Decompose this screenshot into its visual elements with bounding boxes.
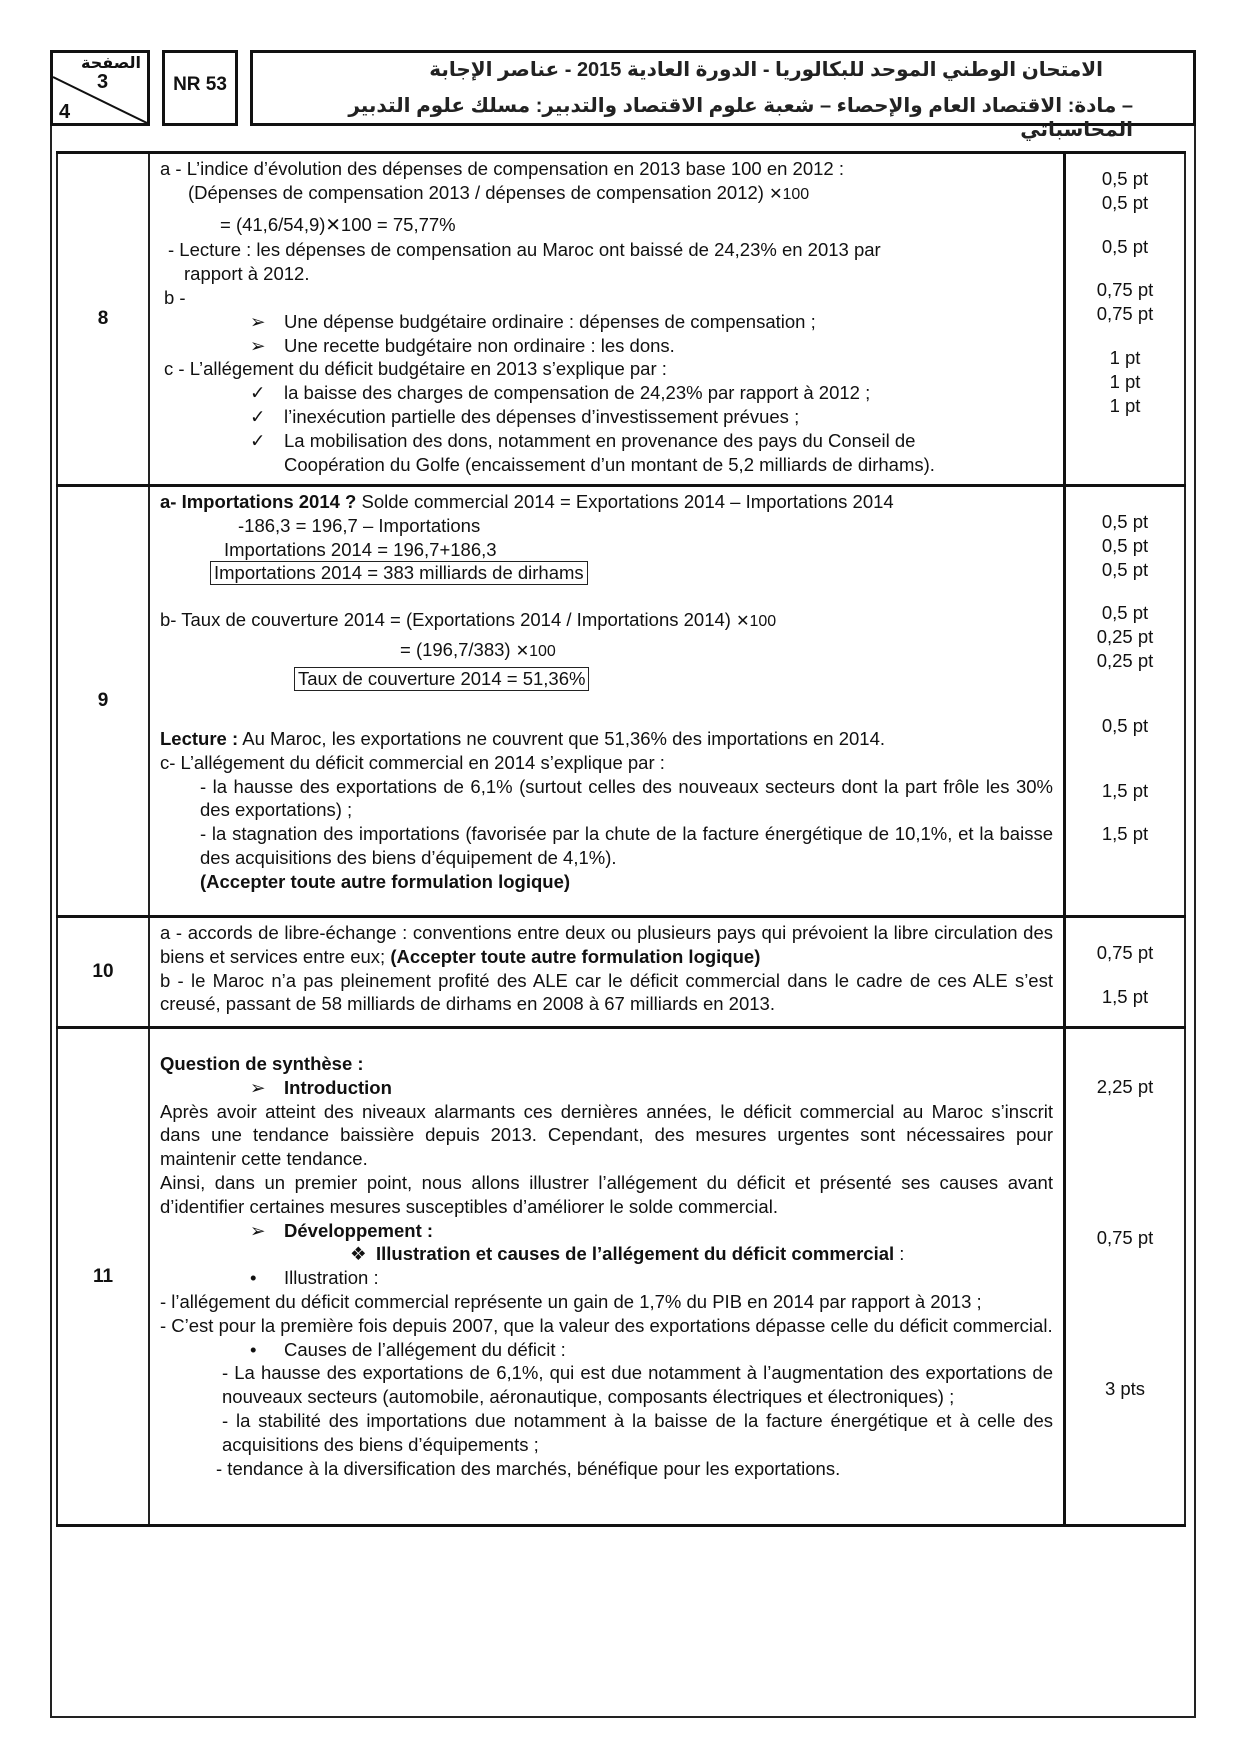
points-value: 0,5 pt bbox=[1101, 558, 1149, 580]
q9-a-line-3: Importations 2014 = 196,7+186,3 bbox=[224, 538, 497, 560]
page-frame-bottom bbox=[50, 1716, 1196, 1718]
points-value: 0,5 pt bbox=[1101, 534, 1149, 556]
question-number: 11 bbox=[56, 1029, 150, 1524]
exam-title-line1: الامتحان الوطني الموحد للبكالوريا - الدورة العادية 2015 - عناصر الإجابة bbox=[429, 59, 1103, 81]
points-value: 0,75 pt bbox=[1096, 942, 1154, 963]
q8-a-reading-1: - Lecture : les dépenses de compensation au Maroc ont baissé de 24,23% en 2013 par bbox=[168, 239, 881, 261]
q11-cause-1: - La hausse des exportations de 6,1%, qui est due notamment à l’augmentation des exportations de nouveaux secteurs (automobile, aéronautique, composants électriques et électroniques) ; bbox=[222, 1362, 1053, 1408]
points-value: 0,75 pt bbox=[1096, 279, 1154, 301]
q10-a-text: a - accords de libre-échange : conventions entre deux ou plusieurs pays qui prévoient la libre circulation des biens et services entre eux; (Accepter toute autre formulation logique) bbox=[160, 922, 1053, 967]
q8-b-item-1: ➢ Une dépense budgétaire ordinaire : dépenses de compensation ; bbox=[250, 310, 816, 332]
q11-illustration-2: - C’est pour la première fois depuis 2007, que la valeur des exportations dépasse celle du déficit commercial. bbox=[160, 1314, 1053, 1336]
points-value: 1 pt bbox=[1109, 346, 1141, 368]
answer-grid bbox=[56, 151, 1186, 1527]
q11-illustration-1: - l’allégement du déficit commercial représente un gain de 1,7% du PIB en 2014 par rapport à 2013 ; bbox=[160, 1290, 982, 1312]
points-value: 1,5 pt bbox=[1101, 985, 1149, 1007]
question-9-row bbox=[56, 484, 1186, 915]
question-number: 10 bbox=[56, 918, 150, 1026]
points-value: 1 pt bbox=[1109, 370, 1141, 392]
question-number: 9 bbox=[56, 487, 150, 915]
q9-lecture: Lecture : Au Maroc, les exportations ne couvrent que 51,36% des importations en 2014. bbox=[160, 727, 886, 749]
points-value: 0,25 pt bbox=[1096, 649, 1154, 671]
page-frame-left bbox=[50, 124, 52, 1718]
q9-c-item-1: - la hausse des exportations de 6,1% (surtout celles des nouveaux secteurs dont la part frôle les 30% des exportations) ; bbox=[200, 775, 1053, 821]
q11-title: Question de synthèse : bbox=[160, 1053, 364, 1074]
q11-cause-3: - tendance à la diversification des marchés, bénéfique pour les exportations. bbox=[216, 1457, 841, 1479]
q8-a-title: a - L’indice d’évolution des dépenses de compensation en 2013 base 100 en 2012 : bbox=[160, 158, 844, 179]
page-label: الصفحة bbox=[80, 55, 141, 72]
q11-illustration-heading: • Illustration : bbox=[250, 1267, 379, 1289]
page-header bbox=[50, 50, 1196, 141]
q8-b-title: b - bbox=[164, 286, 186, 308]
question-10-row bbox=[56, 915, 1186, 1026]
points-value: 0,25 pt bbox=[1096, 626, 1154, 648]
question-10-answer bbox=[150, 918, 1066, 1026]
diamond-icon: ❖ bbox=[350, 1243, 367, 1265]
page-number-box bbox=[50, 50, 150, 126]
q8-c-title: c - L’allégement du déficit budgétaire en 2013 s’explique par : bbox=[164, 358, 667, 380]
check-icon: ✓ bbox=[250, 405, 266, 427]
question-8-row bbox=[56, 151, 1186, 484]
q8-c-item-1: ✓ la baisse des charges de compensation de 24,23% par rapport à 2012 ; bbox=[250, 382, 871, 404]
question-9-points bbox=[1066, 487, 1186, 915]
points-value: 0,5 pt bbox=[1101, 191, 1149, 213]
points-value: 0,5 pt bbox=[1101, 168, 1149, 189]
q11-cause-2: - la stabilité des importations due notamment à la baisse de la facture énergétique et à celle des acquisitions des biens d’équipements ; bbox=[222, 1409, 1053, 1455]
exam-title-line2: – مادة: الاقتصاد العام والإحصاء – شعبة علوم الاقتصاد والتدبير: مسلك علوم التدبير المحاسباتي bbox=[348, 95, 1133, 141]
q9-c-title: c- L’allégement du déficit commercial en 2014 s’explique par : bbox=[160, 751, 665, 773]
question-10-points bbox=[1066, 918, 1186, 1026]
dot-icon: • bbox=[250, 1267, 257, 1289]
check-icon: ✓ bbox=[250, 382, 266, 404]
q11-intro-paragraph-2: Ainsi, dans un premier point, nous allons illustrer l’allégement du déficit et présenté ses causes avant d’identifier certaines mesures susceptibles d’améliorer le solde commercial. bbox=[160, 1171, 1053, 1217]
page-total: 4 bbox=[59, 101, 71, 123]
question-number: 8 bbox=[56, 154, 150, 484]
q9-a-title: a- Importations 2014 ? Solde commercial 2014 = Exportations 2014 – Importations 2014 bbox=[160, 491, 894, 512]
points-value: 0,5 pt bbox=[1101, 602, 1149, 624]
q11-section-title: ❖ Illustration et causes de l’allégement du déficit commercial : bbox=[350, 1243, 905, 1265]
arrow-icon: ➢ bbox=[250, 1076, 266, 1098]
page-frame-right bbox=[1194, 124, 1196, 1718]
points-value: 0,75 pt bbox=[1096, 303, 1154, 325]
check-icon: ✓ bbox=[250, 429, 266, 451]
points-value: 1,5 pt bbox=[1101, 823, 1149, 845]
q8-b-item-2: ➢ Une recette budgétaire non ordinaire : les dons. bbox=[250, 334, 675, 356]
q8-c-item-2: ✓ l’inexécution partielle des dépenses d’investissement prévues ; bbox=[250, 405, 800, 427]
q11-intro-heading: ➢ Introduction bbox=[250, 1076, 392, 1098]
q11-intro-paragraph-1: Après avoir atteint des niveaux alarmants ces dernières années, le déficit commercial au Maroc s’inscrit dans une tendance baissière depuis 2013. Cependant, des mesures urgentes sont nécessaires pour maintenir cette tendance. bbox=[160, 1100, 1053, 1170]
points-value: 2,25 pt bbox=[1096, 1076, 1154, 1097]
q9-a-result: Importations 2014 = 383 milliards de dirhams bbox=[210, 561, 588, 585]
exam-code: NR 53 bbox=[162, 50, 238, 126]
points-value: 0,5 pt bbox=[1101, 235, 1149, 257]
arrow-icon: ➢ bbox=[250, 1219, 266, 1241]
arrow-icon: ➢ bbox=[250, 310, 266, 332]
question-11-points bbox=[1066, 1029, 1186, 1524]
points-value: 1 pt bbox=[1109, 394, 1141, 416]
q9-b-line-2: = (196,7/383) ✕100 bbox=[400, 639, 556, 661]
q10-b-text: b - le Maroc n’a pas pleinement profité des ALE car le déficit commercial dans le cadre de ces ALE s’est creusé, passant de 58 milliards de dirhams en 2008 à 67 milliards en 2013. bbox=[160, 969, 1053, 1015]
points-value: 3 pts bbox=[1104, 1377, 1146, 1399]
q9-a-line-2: -186,3 = 196,7 – Importations bbox=[238, 514, 481, 536]
question-9-answer bbox=[150, 487, 1066, 915]
q8-a-reading-2: rapport à 2012. bbox=[184, 263, 310, 285]
points-value: 1,5 pt bbox=[1101, 779, 1149, 801]
question-8-points bbox=[1066, 154, 1186, 484]
points-value: 0,5 pt bbox=[1101, 714, 1149, 736]
question-11-row bbox=[56, 1026, 1186, 1527]
points-value: 0,75 pt bbox=[1096, 1226, 1154, 1248]
arrow-icon: ➢ bbox=[250, 334, 266, 356]
q8-a-calc: = (41,6/54,9)✕100 = 75,77% bbox=[220, 213, 456, 235]
points-value: 0,5 pt bbox=[1101, 511, 1149, 532]
q8-a-formula: (Dépenses de compensation 2013 / dépenses de compensation 2012) ✕100 bbox=[188, 181, 810, 203]
q9-c-note: (Accepter toute autre formulation logique) bbox=[200, 870, 571, 892]
q11-causes-heading: • Causes de l’allégement du déficit : bbox=[250, 1338, 566, 1360]
dot-icon: • bbox=[250, 1338, 257, 1360]
q9-b-result: Taux de couverture 2014 = 51,36% bbox=[294, 667, 589, 691]
q8-c-item-3: ✓ La mobilisation des dons, notamment en provenance des pays du Conseil de bbox=[250, 429, 916, 451]
q9-b-line-1: b- Taux de couverture 2014 = (Exportations 2014 / Importations 2014) ✕100 bbox=[160, 609, 777, 631]
page-current: 3 bbox=[97, 71, 109, 93]
question-11-answer bbox=[150, 1029, 1066, 1524]
q9-c-item-2: - la stagnation des importations (favorisée par la chute de la facture énergétique de 10,1%, et la baisse des acquisitions des biens d’équipement de 4,1%). bbox=[200, 823, 1053, 868]
exam-title-box bbox=[250, 50, 1196, 141]
q8-c-item-3-cont: Coopération du Golfe (encaissement d’un montant de 5,2 milliards de dirhams). bbox=[284, 453, 935, 475]
question-8-answer bbox=[150, 154, 1066, 484]
q11-dev-heading: ➢ Développement : bbox=[250, 1219, 434, 1241]
